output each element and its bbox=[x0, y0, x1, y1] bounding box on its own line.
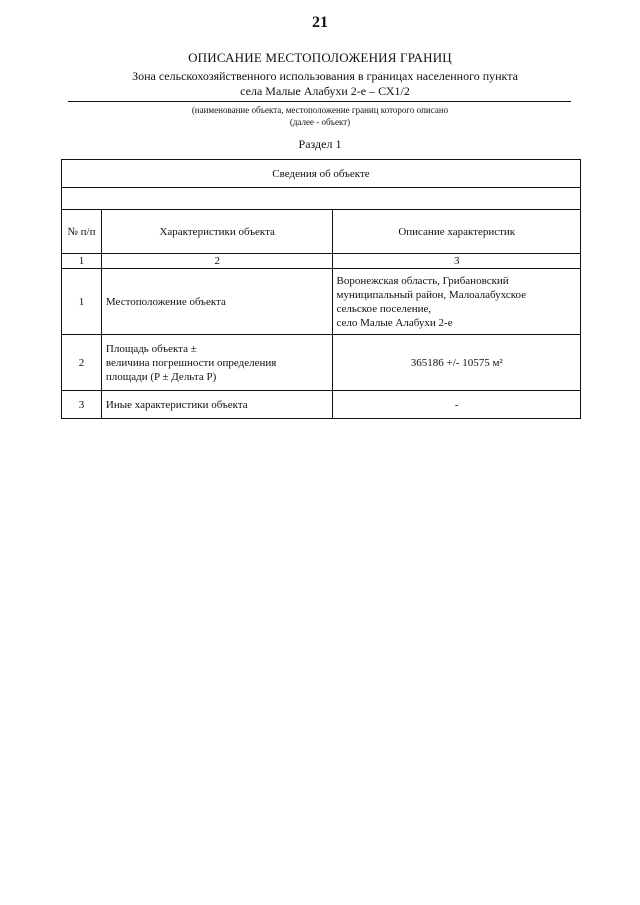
page-number: 21 bbox=[312, 14, 328, 31]
column-header-num: № п/п bbox=[62, 210, 102, 254]
object-info-table bbox=[61, 159, 581, 419]
object-name-line: села Малые Алабухи 2-е – СХ1/2 bbox=[240, 84, 410, 98]
characteristic-line: площади (P ± Дельта P) bbox=[105, 370, 217, 383]
object-name-line: Зона сельскохозяйственного использования в границах населенного пункта bbox=[132, 69, 518, 83]
characteristic-line: величина погрешности определения bbox=[105, 356, 277, 369]
object-name-underline bbox=[68, 101, 571, 102]
row-description: - bbox=[333, 391, 581, 419]
column-number-row bbox=[62, 254, 581, 269]
description-line: сельское поселение, bbox=[336, 302, 432, 315]
column-header-characteristic: Характеристики объекта bbox=[101, 210, 333, 254]
table-heading-row bbox=[62, 160, 581, 188]
description-line: Воронежская область, Грибановский bbox=[336, 274, 509, 287]
characteristic-line: Площадь объекта ± bbox=[105, 342, 197, 355]
table-spacer-row bbox=[62, 188, 581, 210]
row-description bbox=[333, 269, 581, 335]
row-characteristic: Иные характеристики объекта bbox=[101, 391, 333, 419]
table-row bbox=[62, 391, 581, 419]
section-title: Раздел 1 bbox=[298, 137, 342, 151]
row-description: 365186 +/- 10575 м² bbox=[333, 335, 581, 391]
table-row bbox=[62, 269, 581, 335]
column-number: 1 bbox=[62, 254, 102, 269]
document-title: ОПИСАНИЕ МЕСТОПОЛОЖЕНИЯ ГРАНИЦ bbox=[188, 50, 452, 65]
column-number: 2 bbox=[101, 254, 333, 269]
column-header-description: Описание характеристик bbox=[333, 210, 581, 254]
column-number: 3 bbox=[333, 254, 581, 269]
caption-line: (далее - объект) bbox=[289, 117, 351, 127]
table-spacer bbox=[62, 188, 581, 210]
object-name bbox=[80, 69, 570, 99]
table-row bbox=[62, 335, 581, 391]
table-heading: Сведения об объекте bbox=[62, 160, 581, 188]
row-num: 3 bbox=[62, 391, 102, 419]
row-characteristic: Местоположение объекта bbox=[101, 269, 333, 335]
description-line: село Малые Алабухи 2-е bbox=[336, 316, 453, 329]
caption-line: (наименование объекта, местоположение границ которого описано bbox=[191, 105, 449, 115]
row-num: 1 bbox=[62, 269, 102, 335]
row-num: 2 bbox=[62, 335, 102, 391]
row-characteristic bbox=[101, 335, 333, 391]
table-header-row bbox=[62, 210, 581, 254]
object-caption bbox=[0, 104, 640, 128]
description-line: муниципальный район, Малоалабухское bbox=[336, 288, 527, 301]
